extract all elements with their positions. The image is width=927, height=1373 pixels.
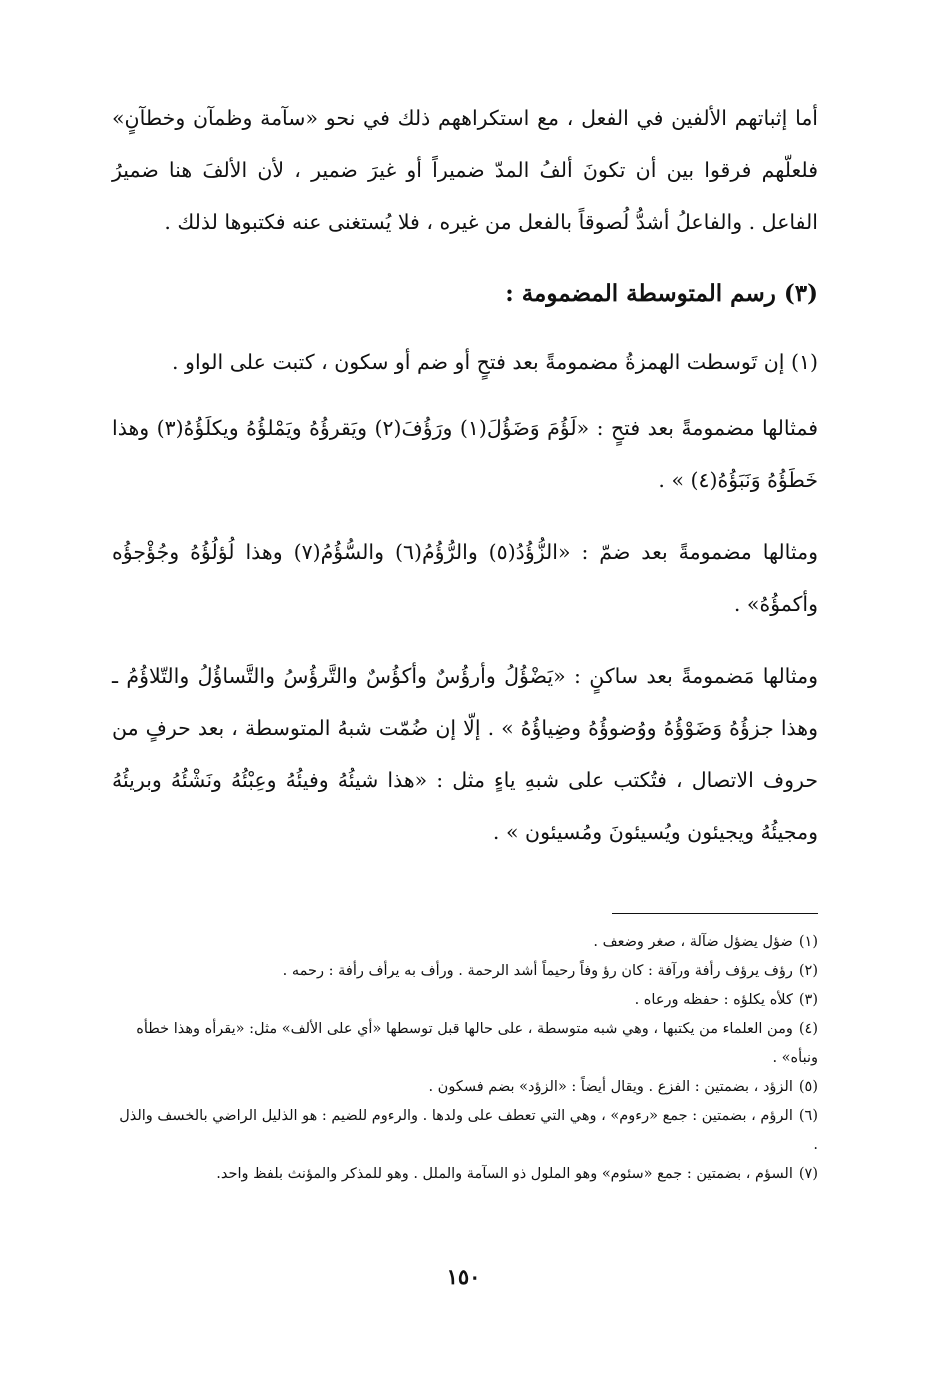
- footnotes: [112, 928, 818, 1189]
- footnote-number: (٤): [798, 1021, 818, 1037]
- footnote-number: (٥): [798, 1079, 818, 1095]
- paragraph-rule-1: (١) إن تَوسطت الهمزةُ مضمومةً بعد فتحٍ أو ضم أو سكون ، كتبت على الواو .: [172, 350, 818, 374]
- footnote-text: الرؤم ، بضمتين : جمع «رءوم» ، وهي التي تعطف على ولدها . والرءوم للضيم : هو الذليل الراضي بالخسف والذل .: [119, 1108, 818, 1153]
- footnote-number: (٣): [798, 992, 818, 1008]
- footnote-text: كلأه يكلؤه : حفظه ورعاه .: [634, 992, 793, 1008]
- footnote-text: رؤف يرؤف رأفة ورآفة : كان رؤ وفاً رحيماً أشد الرحمة . ورأف به يرأف رأفة : رحمه .: [282, 963, 793, 979]
- footnote-number: (١): [798, 934, 818, 950]
- footnote-2: [112, 957, 818, 986]
- footnote-1: [112, 928, 818, 957]
- paragraph-example-fath: فمثالها مضمومةً بعد فتحٍ : «لَؤُمَ وَضَؤُلَ(١) ورَؤُفَ(٢) ويَقرؤُهُ ويَمْلؤُهُ ويكلَؤُهُ(٣) وهذا خَطَؤُهُ وَنَبَؤُهُ(٤) » .: [112, 416, 819, 492]
- footnote-text: ضؤل يضؤل ضآلة ، صغر وضعف .: [593, 934, 793, 950]
- footnote-number: (٧): [798, 1166, 818, 1182]
- paragraph-intro: أما إثباتهم الألفين في الفعل ، مع استكراههم ذلك في نحو «سآمة وظمآن وخطآنٍ» فلعلّهم فرقوا بين أن تكونَ ألفُ المدّ ضميراً أو غيرَ ضمير ، لأن الألفَ هنا ضميرُ الفاعل . والفاعلُ أشدُّ لُصوقاً بالفعل من غيره ، فلا يُستغنى عنه فكتبوها لذلك .: [112, 106, 818, 234]
- footnote-3: [112, 986, 818, 1015]
- paragraph-example-damm: ومثالها مضمومةً بعد ضمّ : «الزُّؤُدُ(٥) والرُّؤُمُ(٦) والسُّؤُمُ(٧) وهذا لُؤلُؤُهُ وجُؤْجؤُه وأكمؤُهُ» .: [112, 540, 818, 616]
- main-text: [112, 92, 818, 878]
- footnote-4: [112, 1015, 818, 1073]
- section-heading: (٣) رسم المتوسطة المضمومة :: [505, 280, 818, 307]
- footnote-6: [112, 1102, 818, 1160]
- footnote-number: (٢): [798, 963, 818, 979]
- footnote-text: ومن العلماء من يكتبها ، وهي شبه متوسطة ، على حالها قبل توسطها «أي على الألف» مثل: «يقرأه وهذا خطأه ونبأه» .: [136, 1021, 818, 1066]
- footnote-7: [112, 1160, 818, 1189]
- footnote-divider: [612, 913, 818, 914]
- footnote-text: السؤم ، بضمتين : جمع «سئوم» وهو الملول ذو السآمة والملل . وهو للمذكر والمؤنث بلفظ واحد.: [216, 1166, 793, 1182]
- paragraph-example-sukun: ومثالها مَضمومةً بعد ساكنٍ : «يَضْؤُلُ وأرؤُسٌ وأكؤُسٌ والتَّرؤُسُ والتَّساؤُلُ والتّلاؤُمُ ـ وهذا جزؤُهُ وَضَوْؤُهُ ووُضوؤُهُ وضِياؤُهُ » . إلّا إن ضُمّت شبهُ المتوسطة ، بعد حرفٍ من حروف الاتصال ، فتُكتب على شبهِ ياءٍ مثل : «هذا شيئُهُ وفيئُهُ وعِبْئُهُ ونَشْئُهُ وبريئُهُ ومجيئُهُ ويجيئون ويُسيئونَ ومُسيئون » .: [112, 664, 818, 844]
- footnote-number: (٦): [798, 1108, 818, 1124]
- footnote-5: [112, 1073, 818, 1102]
- footnote-text: الزؤد ، بضمتين : الفزع . ويقال أيضاً : «الزؤد» بضم فسكون .: [428, 1079, 793, 1095]
- page-number: ١٥٠: [446, 1264, 481, 1289]
